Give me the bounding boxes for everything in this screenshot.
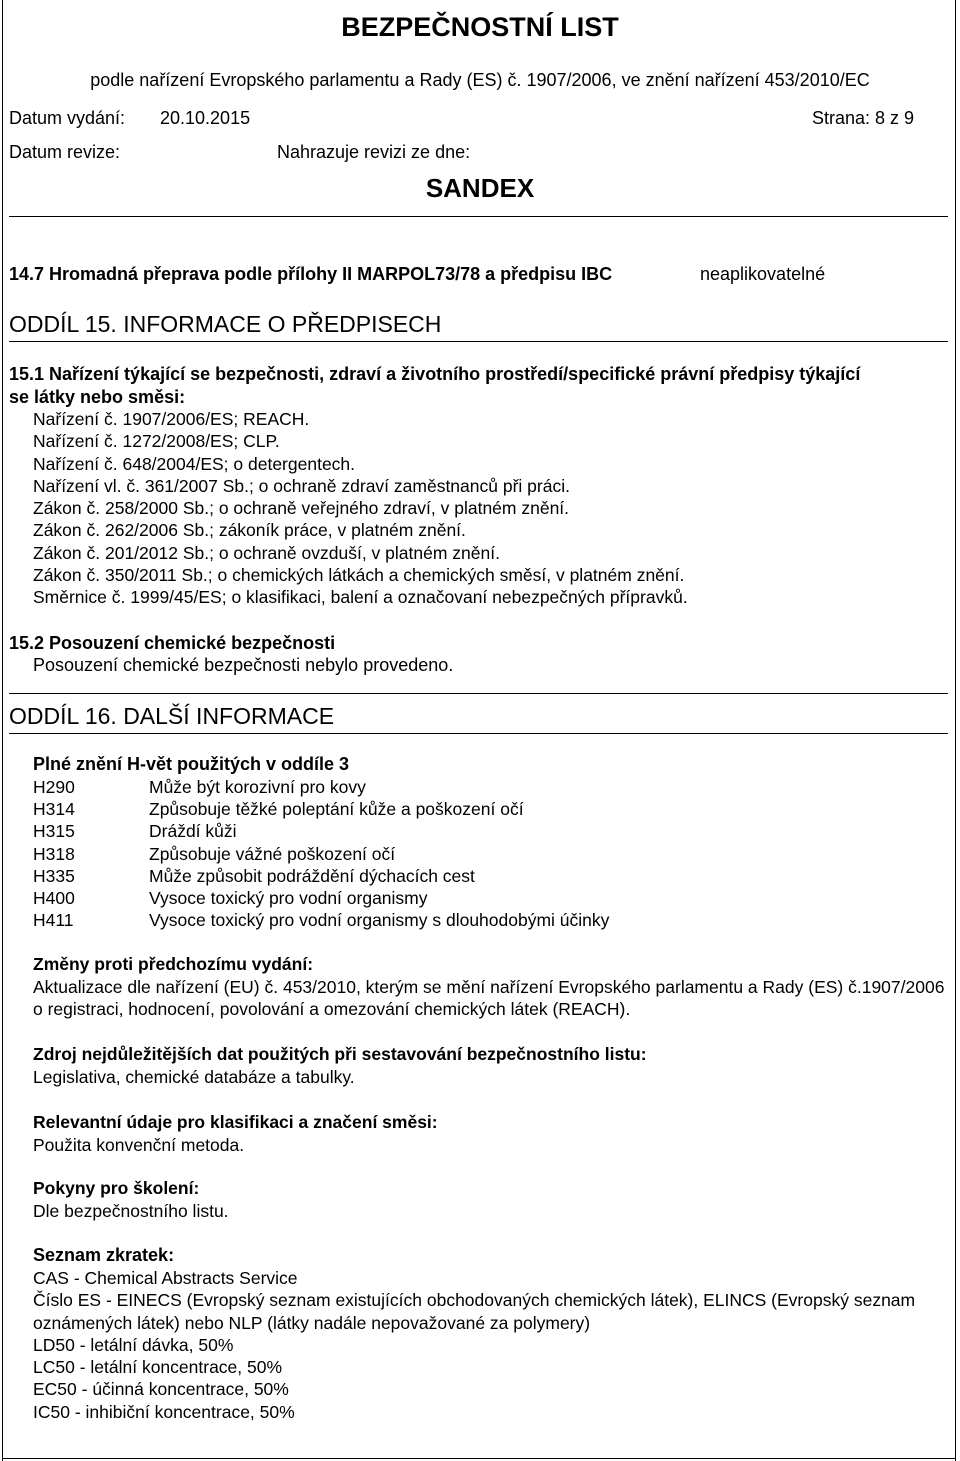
revision-date-label: Datum revize:: [9, 142, 121, 162]
h-phrases-title: Plné znění H-vět použitých v oddíle 3: [33, 754, 350, 774]
issue-date: 20.10.2015: [160, 108, 251, 128]
list-item: CAS - Chemical Abstracts Service: [33, 1268, 298, 1288]
regulations-list: [33, 408, 688, 609]
h-phrase-item: [33, 909, 609, 931]
classification-block: [33, 1111, 951, 1157]
changes-title: Změny proti předchozímu vydání:: [33, 954, 314, 974]
page-border-bottom: [2, 1458, 956, 1459]
section-15-2-title: 15.2 Posouzení chemické bezpečnosti: [9, 633, 336, 653]
training-text: Dle bezpečnostního listu.: [33, 1200, 229, 1221]
list-item: Nařízení č. 648/2004/ES; o detergentech.: [33, 453, 356, 474]
h-phrase-item: [33, 843, 609, 865]
section-16-title: ODDÍL 16. DALŠÍ INFORMACE: [9, 703, 335, 729]
abbreviations-list: [33, 1267, 951, 1423]
list-item: Zákon č. 258/2000 Sb.; o ochraně veřejného zdraví, v platném znění.: [33, 498, 570, 519]
list-item: Číslo ES - EINECS (Evropský seznam existujících obchodovaných chemických látek), ELINCS (Evropský seznam oznámených látek) nebo NLP (látky nadále nepovažované za polymery): [33, 1290, 916, 1333]
sources-title: Zdroj nejdůležitějších dat použitých při sestavování bezpečnostního listu:: [33, 1044, 647, 1064]
h-phrase-text: Vysoce toxický pro vodní organismy: [149, 887, 428, 908]
training-title: Pokyny pro školení:: [33, 1178, 200, 1198]
h-phrase-text: Dráždí kůži: [149, 821, 237, 842]
h-phrase-code: H400: [33, 887, 75, 908]
page-border-right: [955, 0, 956, 1461]
list-item: Nařízení vl. č. 361/2007 Sb.; o ochraně zdraví zaměstnanců při práci.: [33, 475, 570, 496]
abbreviations-title: Seznam zkratek:: [33, 1245, 175, 1265]
h-phrases-list: [33, 776, 609, 931]
changes-block: [33, 953, 951, 1021]
h-phrase-item: [33, 798, 609, 820]
sources-block: [33, 1043, 951, 1089]
h-phrase-code: H335: [33, 865, 75, 886]
supersedes-label: Nahrazuje revizi ze dne:: [277, 142, 471, 162]
h-phrase-item: [33, 776, 609, 798]
classification-title: Relevantní údaje pro klasifikaci a značení směsi:: [33, 1112, 438, 1132]
header-divider: [9, 216, 948, 217]
list-item: Nařízení č. 1272/2008/ES; CLP.: [33, 431, 280, 452]
page-number: Strana: 8 z 9: [812, 108, 915, 128]
h-phrase-code: H314: [33, 799, 75, 820]
section-16-top-divider: [9, 693, 948, 694]
document-title: BEZPEČNOSTNÍ LIST: [341, 12, 619, 42]
section-15-divider: [9, 341, 948, 342]
h-phrase-text: Může být korozivní pro kovy: [149, 777, 366, 797]
section-15-2-text: Posouzení chemické bezpečnosti nebylo provedeno.: [33, 655, 454, 675]
list-item: Zákon č. 262/2006 Sb.; zákoník práce, v platném znění.: [33, 520, 466, 541]
section-15-1-title-line2: se látky nebo směsi:: [9, 387, 186, 407]
classification-text: Použita konvenční metoda.: [33, 1134, 245, 1155]
h-phrase-code: H318: [33, 843, 75, 864]
product-name: SANDEX: [425, 173, 535, 203]
h-phrase-code: H411: [33, 910, 74, 931]
list-item: Zákon č. 350/2011 Sb.; o chemických látkách a chemických směsí, v platném znění.: [33, 565, 685, 586]
list-item: EC50 - účinná koncentrace, 50%: [33, 1379, 289, 1400]
page-border-left: [2, 0, 3, 1461]
changes-text: Aktualizace dle nařízení (EU) č. 453/2010, kterým se mění nařízení Evropského parlamentu a Rady (ES) č.1907/2006 o registraci, hodnocení, povolování a omezování chemických látek (REACH).: [33, 976, 945, 1020]
document-subtitle: podle nařízení Evropského parlamentu a Rady (ES) č. 1907/2006, ve znění nařízení 453/2010/EC: [90, 70, 870, 90]
h-phrase-item: [33, 887, 609, 909]
list-item: Zákon č. 201/2012 Sb.; o ochraně ovzduší, v platném znění.: [33, 542, 500, 563]
sources-text: Legislativa, chemické databáze a tabulky.: [33, 1066, 355, 1087]
section-14-7-label: 14.7 Hromadná přeprava podle přílohy II MARPOL73/78 a předpisu IBC: [9, 264, 613, 284]
list-item: IC50 - inhibiční koncentrace, 50%: [33, 1401, 295, 1422]
list-item: LC50 - letální koncentrace, 50%: [33, 1357, 283, 1378]
section-16-divider: [9, 733, 948, 734]
list-item: Směrnice č. 1999/45/ES; o klasifikaci, balení a označovaní nebezpečných přípravků.: [33, 587, 688, 608]
h-phrase-code: H290: [33, 777, 75, 797]
h-phrase-code: H315: [33, 821, 75, 842]
section-15-title: ODDÍL 15. INFORMACE O PŘEDPISECH: [9, 311, 442, 337]
section-15-1-title-line1: 15.1 Nařízení týkající se bezpečnosti, zdraví a životního prostředí/specifické právní předpisy týkající: [9, 364, 861, 384]
training-block: [33, 1177, 951, 1223]
h-phrase-text: Může způsobit podráždění dýchacích cest: [149, 865, 475, 886]
h-phrase-item: [33, 820, 609, 842]
h-phrase-text: Způsobuje těžké poleptání kůže a poškození očí: [149, 799, 524, 820]
section-14-7-value: neaplikovatelné: [700, 264, 826, 284]
list-item: LD50 - letální dávka, 50%: [33, 1334, 234, 1355]
list-item: Nařízení č. 1907/2006/ES; REACH.: [33, 409, 310, 429]
h-phrase-text: Způsobuje vážné poškození očí: [149, 843, 396, 864]
h-phrase-text: Vysoce toxický pro vodní organismy s dlouhodobými účinky: [149, 910, 610, 931]
h-phrase-item: [33, 865, 609, 887]
issue-date-label: Datum vydání:: [9, 108, 126, 128]
